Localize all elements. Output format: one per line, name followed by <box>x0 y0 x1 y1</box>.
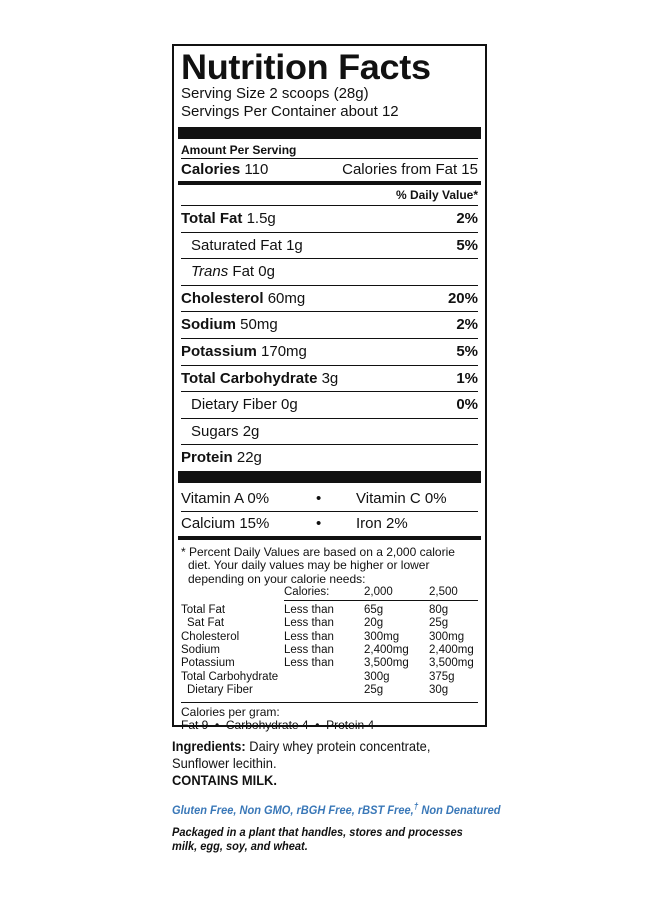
calories-row <box>181 159 478 181</box>
daily-value-header: % Daily Value* <box>395 188 478 202</box>
nutrient-row: Total Carbohydrate 3g 1% <box>181 365 478 392</box>
divider <box>181 702 478 703</box>
table-row: Dietary Fiber 25g 30g <box>187 684 449 697</box>
nutrient-row: Dietary Fiber 0g 0% <box>181 391 478 418</box>
nutrition-facts-panel <box>172 44 487 733</box>
allergen-facility-notice: Packaged in a plant that handles, stores and processes milk, egg, soy, and wheat. <box>172 825 463 853</box>
nutrient-row: Trans Fat 0g <box>181 258 478 285</box>
table-row: Potassium Less than 3,500mg 3,500mg <box>181 657 474 670</box>
medium-divider <box>178 536 481 540</box>
table-row: Cholesterol Less than 300mg 300mg <box>181 630 465 643</box>
calories-label: Calories <box>181 161 241 178</box>
vitamin-row: Vitamin A 0% • Vitamin C 0% <box>181 487 478 511</box>
bullet: • <box>316 489 322 507</box>
nutrition-facts-title: Nutrition Facts <box>181 48 431 87</box>
nutrient-row: Sodium 50mg 2% <box>181 311 478 338</box>
allergen-statement: CONTAINS MILK. <box>172 772 277 788</box>
product-claims: Gluten Free, Non GMO, rBGH Free, rBST Free,† Non Denatured <box>172 801 501 817</box>
daily-values-table <box>181 586 478 697</box>
table-header: Calories: 2,000 2,500 <box>181 586 478 600</box>
nutrient-row: Protein 22g <box>181 444 478 471</box>
table-row: Total Carbohydrate 300g 375g <box>181 670 455 683</box>
nutrient-row: Sugars 2g <box>181 418 478 445</box>
bullet: • <box>316 514 322 532</box>
nutrient-row: Potassium 170mg 5% <box>181 338 478 365</box>
table-row: Total Fat Less than 65g 80g <box>181 603 449 616</box>
servings-per-container: Servings Per Container about 12 <box>181 103 399 120</box>
calories-value: 110 <box>244 161 269 178</box>
amount-per-serving: Amount Per Serving <box>181 143 297 157</box>
nutrient-row: Total Fat 1.5g 2% <box>181 205 478 232</box>
nutrient-row: Saturated Fat 1g 5% <box>181 232 478 259</box>
ingredients: Ingredients: Dairy whey protein concentrate, Sunflower lecithin. CONTAINS MILK. <box>172 738 431 788</box>
footnote: * Percent Daily Values are based on a 2,000 calorie diet. Your daily values may be higher or lower depending on your calorie needs: <box>181 544 455 586</box>
thick-divider <box>178 471 481 483</box>
ingredients-label: Ingredients: <box>172 738 246 754</box>
calories-from-fat: Calories from Fat 15 <box>342 161 478 178</box>
vitamin-row: Calcium 15% • Iron 2% <box>181 512 478 536</box>
table-row: Sat Fat Less than 20g 25g <box>187 617 449 630</box>
calories-per-gram: Calories per gram: Fat 9 • Carbohydrate 4 • Protein 4 <box>181 704 375 733</box>
table-row: Sodium Less than 2,400mg 2,400mg <box>181 644 474 657</box>
nutrient-row: Cholesterol 60mg 20% <box>181 285 478 312</box>
thick-divider <box>178 127 481 139</box>
serving-size: Serving Size 2 scoops (28g) <box>181 85 369 102</box>
nutrient-list <box>181 205 478 471</box>
